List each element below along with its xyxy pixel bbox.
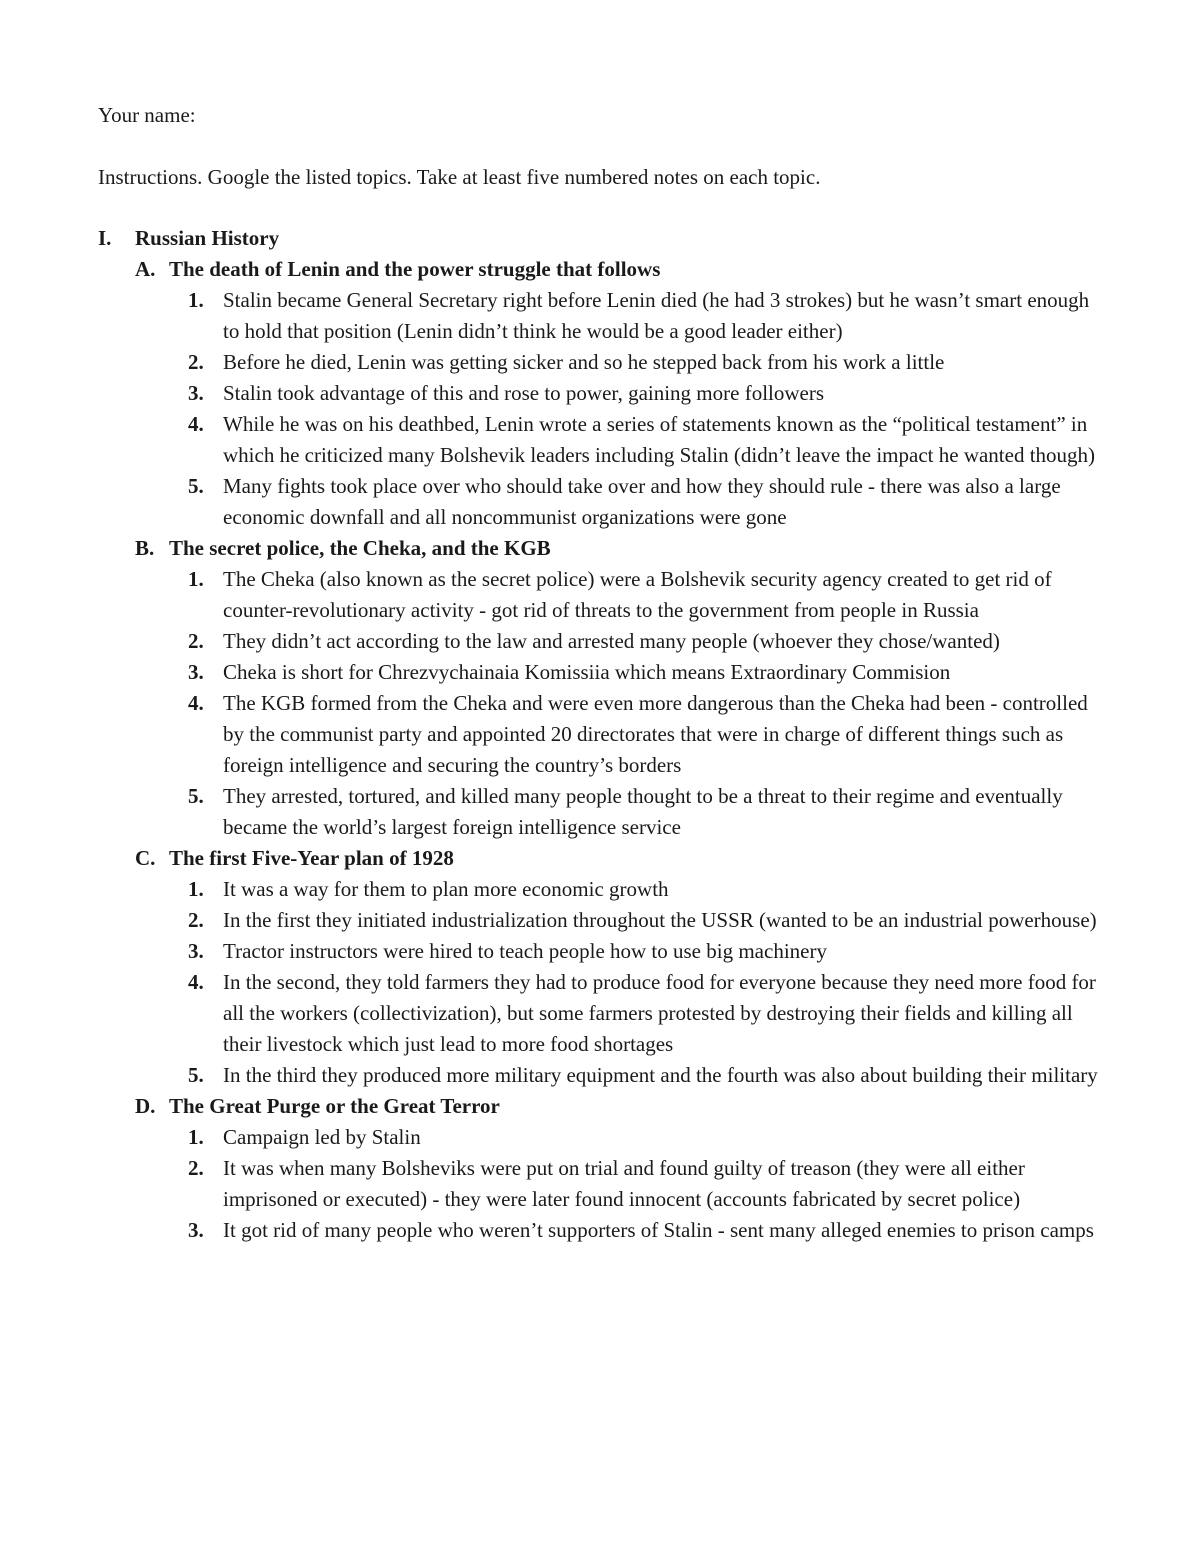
note-item	[188, 1153, 1108, 1215]
topic-title: The secret police, the Cheka, and the KGB	[169, 536, 551, 560]
note-item	[188, 874, 1108, 905]
note-number: 4.	[188, 970, 204, 994]
note-number: 3.	[188, 939, 204, 963]
your-name-label: Your name:	[98, 103, 196, 127]
note-text: They didn’t act according to the law and arrested many people (whoever they chose/wanted)	[223, 629, 1000, 653]
topic-marker: B.	[135, 536, 155, 560]
note-text: In the first they initiated industrialization throughout the USSR (wanted to be an industrial powerhouse)	[223, 908, 1097, 932]
note-number: 1.	[188, 288, 204, 312]
note-item	[188, 1215, 1108, 1246]
note-number: 1.	[188, 877, 204, 901]
note-text: Tractor instructors were hired to teach people how to use big machinery	[223, 939, 827, 963]
note-text: Many fights took place over who should take over and how they should rule - there was also a large economic downfall and all noncommunist organizations were gone	[223, 474, 1061, 529]
note-item	[188, 626, 1108, 657]
note-number: 2.	[188, 908, 204, 932]
note-text: Before he died, Lenin was getting sicker and so he stepped back from his work a little	[223, 350, 945, 374]
note-number: 2.	[188, 350, 204, 374]
note-text: In the second, they told farmers they had to produce food for everyone because they need more food for all the workers (collectivization), but some farmers protested by destroying their fields and killing all their livestock which just lead to more food shortages	[223, 970, 1096, 1056]
topic-title: The death of Lenin and the power struggle that follows	[169, 257, 661, 281]
instructions-text: Instructions. Google the listed topics. Take at least five numbered notes on each topic.	[98, 165, 821, 189]
note-text: In the third they produced more military equipment and the fourth was also about building their military	[223, 1063, 1098, 1087]
note-item	[188, 1122, 1108, 1153]
note-text: Stalin became General Secretary right before Lenin died (he had 3 strokes) but he wasn’t smart enough to hold that position (Lenin didn’t think he would be a good leader either)	[223, 288, 1090, 343]
topic-marker: D.	[135, 1094, 156, 1118]
topic-title: The first Five-Year plan of 1928	[169, 846, 454, 870]
topic-a	[135, 254, 1108, 285]
note-number: 5.	[188, 474, 204, 498]
note-text: They arrested, tortured, and killed many people thought to be a threat to their regime and eventually became the world’s largest foreign intelligence service	[223, 784, 1063, 839]
note-item	[188, 688, 1108, 781]
outline	[98, 223, 1108, 1246]
section-title: Russian History	[135, 226, 280, 250]
note-text: The KGB formed from the Cheka and were even more dangerous than the Cheka had been - controlled by the communist party and appointed 20 directorates that were in charge of different things such as foreign intelligence and securing the country’s borders	[223, 691, 1088, 777]
note-number: 1.	[188, 567, 204, 591]
note-number: 5.	[188, 1063, 204, 1087]
note-item	[188, 378, 1108, 409]
note-text: Stalin took advantage of this and rose to power, gaining more followers	[223, 381, 825, 405]
note-item	[188, 409, 1108, 471]
note-item	[188, 905, 1108, 936]
section-marker: I.	[98, 226, 112, 250]
note-item	[188, 471, 1108, 533]
note-number: 5.	[188, 784, 204, 808]
topic-marker: C.	[135, 846, 156, 870]
note-number: 1.	[188, 1125, 204, 1149]
note-item	[188, 936, 1108, 967]
note-number: 3.	[188, 381, 204, 405]
note-text: The Cheka (also known as the secret police) were a Bolshevik security agency created to get rid of counter-revolutionary activity - got rid of threats to the government from people in Russia	[223, 567, 1052, 622]
note-item	[188, 1060, 1108, 1091]
note-text: It was a way for them to plan more economic growth	[223, 877, 669, 901]
note-text: It got rid of many people who weren’t supporters of Stalin - sent many alleged enemies to prison camps	[223, 1218, 1094, 1242]
note-item	[188, 781, 1108, 843]
note-number: 2.	[188, 629, 204, 653]
note-item	[188, 564, 1108, 626]
topic-c	[135, 843, 1108, 874]
note-number: 3.	[188, 1218, 204, 1242]
topic-title: The Great Purge or the Great Terror	[169, 1094, 500, 1118]
note-text: It was when many Bolsheviks were put on trial and found guilty of treason (they were all either imprisoned or executed) - they were later found innocent (accounts fabricated by secret police)	[223, 1156, 1025, 1211]
note-number: 2.	[188, 1156, 204, 1180]
note-item	[188, 347, 1108, 378]
note-text: While he was on his deathbed, Lenin wrote a series of statements known as the “political testament” in which he criticized many Bolshevik leaders including Stalin (didn’t leave the impact he wanted though)	[223, 412, 1096, 467]
note-item	[188, 967, 1108, 1060]
note-number: 4.	[188, 412, 204, 436]
note-text: Campaign led by Stalin	[223, 1125, 421, 1149]
topic-b	[135, 533, 1108, 564]
note-text: Cheka is short for Chrezvychainaia Komissiia which means Extraordinary Commision	[223, 660, 951, 684]
note-item	[188, 657, 1108, 688]
note-number: 3.	[188, 660, 204, 684]
note-item	[188, 285, 1108, 347]
topic-d	[135, 1091, 1108, 1122]
note-number: 4.	[188, 691, 204, 715]
topic-marker: A.	[135, 257, 156, 281]
section-russian-history	[98, 223, 1108, 1246]
